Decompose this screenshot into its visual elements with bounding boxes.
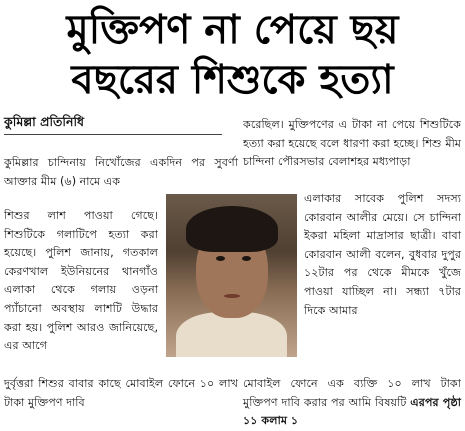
continuation-note: এরপর পৃষ্ঠা ১১ কলাম ১ — [243, 395, 461, 428]
article-paragraph-right-mid: এলাকার সাবেক পুলিশ সদস্য কোরবান আলীর মেয়ে। সে চান্দিনা ইকরা মহিলা মাদ্রাসার ছাত্রী। বাবা কোরবান আলী বলেন, বুধবার দুপুর ১২টার পর থেকে মীমকে খুঁজে পাওয়া যাচ্ছিল না। সন্ধ্যা ৭টার দিকে আমার — [304, 192, 461, 317]
child-photo — [166, 194, 297, 357]
article-paragraph-left-top: কুমিল্লার চান্দিনায় নিখোঁজের একদিন পর সুবর্ণা আক্তার মীম (৬) নামে এক — [4, 156, 238, 188]
photo-eye-right — [242, 256, 251, 261]
photo-hair — [186, 206, 278, 252]
headline-line-1: মুক্তিপণ না পেয়ে ছয় — [66, 7, 399, 53]
byline-divider — [4, 134, 222, 135]
article-paragraph-right-end — [243, 375, 461, 431]
headline-line-2: বছরের শিশুকে হত্যা — [71, 57, 394, 103]
byline: কুমিল্লা প্রতিনিধি — [4, 114, 85, 129]
photo-mouth — [224, 294, 240, 298]
article-paragraph-left-end: দুর্বৃত্তরা শিশুর বাবার কাছে মোবাইল ফোনে ১০ লাখ টাকা মুক্তিপণ দাবি — [4, 377, 238, 409]
photo-shirt — [176, 312, 287, 357]
article-paragraph-left-mid: শিশুর লাশ পাওয়া গেছে। শিশুটিকে গলাটিপে হত্যা করা হয়েছে। পুলিশ জানায়, গতকাল কেরণখাল ইউনিয়নের থানগাঁও এলাকা থেকে গলায় ওড়না প্যাঁচানো অবস্থায় লাশটি উদ্ধার করা হয়। পুলিশ আরও জানিয়েছে, এর আগে — [4, 209, 158, 353]
article-right-end-text: মোবাইল ফোনে এক ব্যক্তি ১০ লাখ টাকা মুক্তিপণ দাবি করার পর আমি বিষয়টি — [243, 377, 461, 409]
photo-eye-left — [216, 256, 225, 261]
article-paragraph-right-top: করেছিল। মুক্তিপণের এ টাকা না পেয়ে শিশুটিকে হত্যা করা হয়েছে বলে ধারণা করা হচ্ছে। শিশু মীম চান্দিনা পৌরসভার বেলাশহর মধ্যপাড়া — [243, 118, 461, 169]
